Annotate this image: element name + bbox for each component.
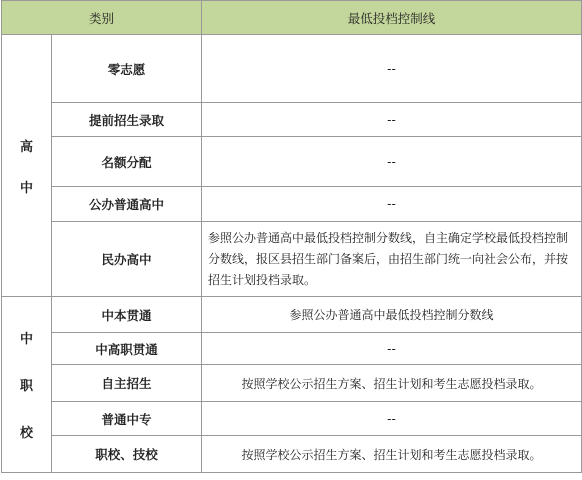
group-senior-high — [2, 35, 52, 297]
row-value: -- — [202, 137, 582, 187]
table-row — [2, 103, 582, 137]
admission-score-table — [1, 0, 582, 473]
row-value: -- — [202, 35, 582, 103]
table-header-row — [2, 1, 582, 35]
group-char: 校 — [19, 426, 33, 441]
table-row — [2, 222, 582, 297]
table-row — [2, 402, 582, 436]
row-label: 提前招生录取 — [52, 103, 202, 137]
group-char: 中 — [19, 332, 33, 347]
table-row — [2, 365, 582, 402]
row-value: -- — [202, 103, 582, 137]
group-char: 职 — [19, 379, 33, 394]
row-label: 零志愿 — [52, 35, 202, 103]
row-value: 参照公办普通高中最低投档控制分数线，自主确定学校最低投档控制分数线，报区县招生部门备案后，由招生部门统一向社会公布，并按招生计划投档录取。 — [202, 222, 582, 297]
group-char: 中 — [19, 180, 33, 196]
row-label: 职校、技校 — [52, 436, 202, 473]
row-value: 按照学校公示招生方案、招生计划和考生志愿投档录取。 — [202, 365, 582, 402]
row-label: 名额分配 — [52, 137, 202, 187]
group-vocational — [2, 297, 52, 473]
row-label: 自主招生 — [52, 365, 202, 402]
row-label: 民办高中 — [52, 222, 202, 297]
row-value: 参照公办普通高中最低投档控制分数线 — [202, 297, 582, 333]
table-row — [2, 297, 582, 333]
row-label: 普通中专 — [52, 402, 202, 436]
table-row — [2, 333, 582, 365]
row-label: 公办普通高中 — [52, 187, 202, 222]
table-row — [2, 187, 582, 222]
row-value: -- — [202, 402, 582, 436]
table-row — [2, 436, 582, 473]
row-value: -- — [202, 333, 582, 365]
row-label: 中本贯通 — [52, 297, 202, 333]
table-row — [2, 35, 582, 103]
header-minimum-line: 最低投档控制线 — [202, 1, 582, 35]
group-char: 高 — [19, 139, 33, 155]
row-value: 按照学校公示招生方案、招生计划和考生志愿投档录取。 — [202, 436, 582, 473]
header-category: 类别 — [2, 1, 202, 35]
row-value: -- — [202, 187, 582, 222]
table-row — [2, 137, 582, 187]
row-label: 中高职贯通 — [52, 333, 202, 365]
